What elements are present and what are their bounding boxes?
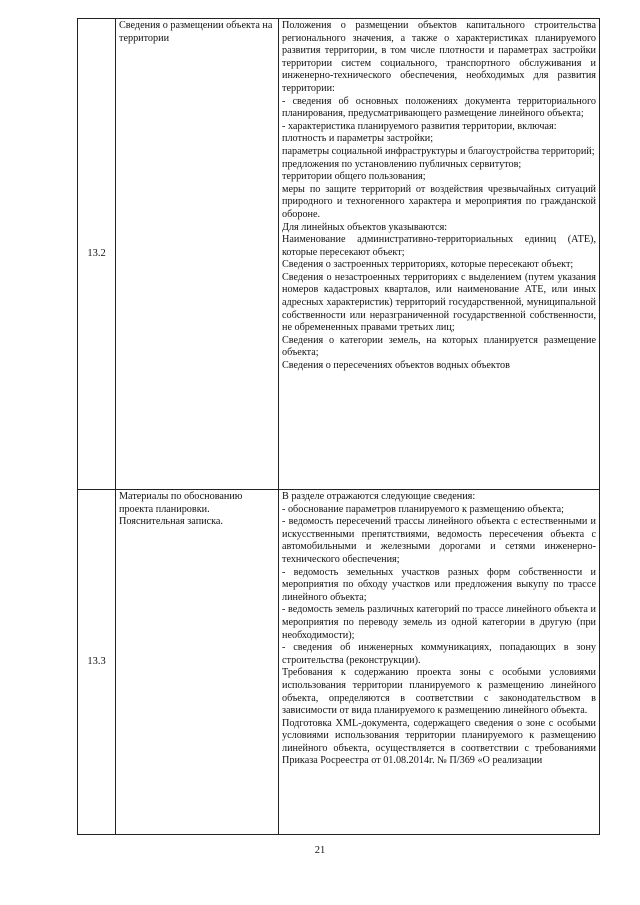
content-paragraph: В разделе отражаются следующие сведения: [282, 491, 476, 502]
row-number: 13.3 [78, 490, 116, 835]
section-name: Пояснительная записка. [119, 516, 223, 528]
content-paragraph: Для линейных объектов указываются: [282, 221, 448, 233]
content-paragraph: - обоснование параметров планируемого к размещению объекта; [282, 503, 564, 515]
section-name: Материалы по обоснованию проекта планировки. [119, 491, 243, 515]
content-paragraph: - ведомость земельных участков разных форм собственности и мероприятия по обходу участков или предложения выкупу по трассе линейного объекта; [282, 566, 596, 603]
content-paragraph: Сведения о застроенных территориях, которые пересекают объект; [282, 259, 574, 271]
content-paragraph: - ведомость пересечений трассы линейного объекта с естественными и искусственными препятствиями, ведомость пересечения объекта с автомобильными и железными дорогами и сетями инженерно-технического обеспечения; [282, 516, 596, 565]
requirements-table [77, 18, 600, 835]
section-name: Сведения о размещении объекта на территории [119, 20, 273, 44]
table-row [78, 490, 600, 835]
section-name-cell [116, 490, 279, 835]
section-content-cell [279, 490, 600, 835]
section-name-cell [116, 19, 279, 490]
content-paragraph: Требования к содержанию проекта зоны с особыми условиями использования территории планируемого к размещению линейного объекта, определяются в соответствии с законодательством в зависимости от вида планируемого к размещению линейного объекта. [282, 667, 596, 717]
content-paragraph: меры по защите территорий от воздействия чрезвычайных ситуаций природного и техногенного характера и мероприятия по гражданской обороне. [282, 183, 596, 220]
row-number: 13.2 [78, 19, 116, 490]
content-paragraph: Сведения о пересечениях объектов водных объектов [282, 360, 510, 372]
content-paragraph: Положения о размещении объектов капитального строительства регионального значения, а также о характеристиках планируемого развития территории, в том числе плотности и параметрах застройки территории систем социального, транспортного обслуживания и инженерно-технического обеспечения, необходимых для развития территории: [282, 20, 596, 94]
content-paragraph: Наименование административно-территориальных единиц (АТЕ), которые пересекают объект; [282, 234, 596, 258]
content-paragraph: Подготовка XML-документа, содержащего сведения о зоне с особыми условиями использования территории планируемого к размещению линейного объекта, осуществляется в соответствии с требованиями Приказа Росреестра от 01.08.2014г. № П/369 «О реализации [282, 717, 596, 767]
content-paragraph: - ведомость земель различных категорий по трассе линейного объекта и мероприятия по переводу земель из одной категории в другую (при необходимости); [282, 604, 596, 641]
content-paragraph: параметры социальной инфраструктуры и благоустройства территорий; [282, 145, 595, 157]
table-row [78, 19, 600, 490]
content-paragraph: территории общего пользования; [282, 171, 426, 183]
content-paragraph: - характеристика планируемого развития территории, включая: [282, 120, 557, 132]
content-paragraph: Сведения о категории земель, на которых планируется размещение объекта; [282, 334, 596, 359]
section-content-cell [279, 19, 600, 490]
content-paragraph: - сведения об основных положениях документа территориального планирования, предусматривающего размещение линейного объекта; [282, 95, 596, 120]
page-number: 21 [314, 845, 326, 856]
content-paragraph: плотность и параметры застройки; [282, 133, 434, 145]
content-paragraph: - сведения об инженерных коммуникациях, попадающих в зону строительства (реконструкции). [282, 642, 596, 666]
content-paragraph: предложения по установлению публичных сервитутов; [282, 158, 522, 170]
content-paragraph: Сведения о незастроенных территориях с выделением (путем указания номеров кадастровых кварталов, или наименование АТЕ, или иных адресных характеристик) территорий государственной, муниципальной собственности или неразграниченной государственной собственности, не обремененных правами третьих лиц; [282, 271, 596, 334]
